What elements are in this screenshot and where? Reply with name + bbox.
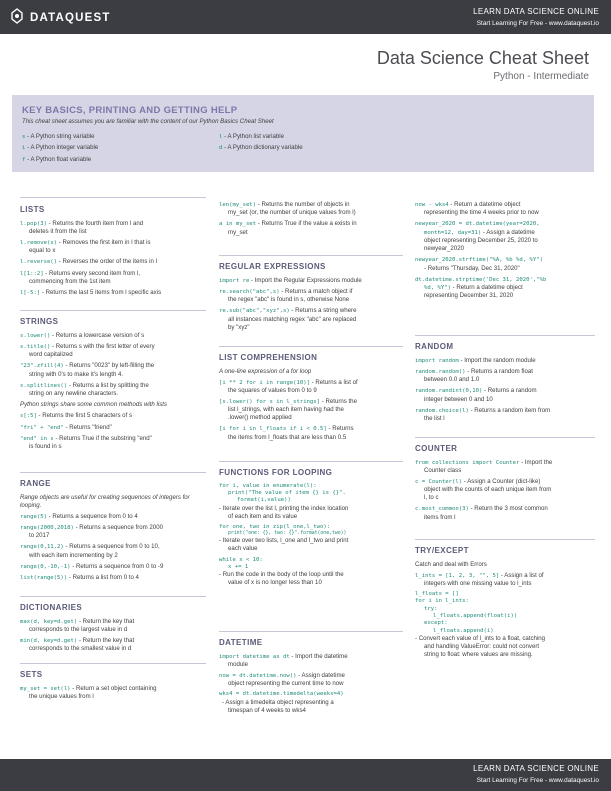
text: - Returns "0023" by left-filling the	[63, 362, 155, 370]
text: - Returns "Thursday, Dec 31, 2020"	[424, 264, 520, 272]
text: corresponds to the largest value in d	[29, 625, 128, 633]
text: - Returns a sequence from 0 to 10,	[63, 543, 160, 551]
promo-title: LEARN DATA SCIENCE ONLINE	[473, 7, 599, 16]
list-item	[20, 289, 206, 297]
text: object representing December 25, 2020 to	[424, 237, 538, 245]
kb-item	[219, 133, 303, 141]
text: range(2000,2018)	[20, 524, 74, 531]
tryexcept-intro: Catch and deal with Errors	[415, 560, 487, 568]
list-item	[219, 379, 403, 395]
text: module	[228, 660, 248, 668]
text: s.title()	[20, 343, 51, 350]
text: - Returns s with the first letter of every	[50, 342, 155, 350]
text: - Reverses the order of the items in l	[57, 258, 157, 266]
text: between 0.0 and 1.0	[424, 376, 480, 384]
section-datetime	[219, 631, 403, 715]
text: l.pop(3)	[20, 220, 47, 227]
text: the list l	[424, 415, 445, 423]
code-line: l_floats.append(i)	[433, 627, 494, 634]
list-item	[219, 220, 403, 236]
code-line: while x < 10:	[219, 556, 263, 563]
list-item	[219, 653, 403, 669]
section-range	[20, 472, 206, 586]
text: - Returns the first 5 characters of s	[36, 412, 133, 420]
list-item	[219, 307, 403, 331]
desc-line: timespan of 4 weeks to wks4	[228, 706, 306, 714]
text: integers with one missing value to l_ints	[424, 579, 532, 587]
key-basics-note: This cheat sheet assumes you are familiar with the content of our Python Basics Cheat Sheet	[22, 118, 274, 125]
list-item	[415, 459, 595, 475]
text: - Return a datetime object	[448, 201, 521, 208]
list-item	[219, 277, 403, 285]
desc-line: - Convert each value of l_ints to a float, catching	[415, 635, 546, 643]
text: is found in s	[29, 443, 62, 451]
text: now - wks4	[415, 202, 449, 208]
list-item	[20, 424, 206, 432]
key-basics-box	[12, 95, 594, 172]
text: representing December 31, 2020	[424, 292, 514, 300]
text: - Returns a string where	[289, 307, 357, 315]
section-list-comprehension	[219, 346, 403, 445]
counter-heading: COUNTER	[415, 444, 458, 453]
list-item	[219, 425, 403, 441]
strings-note: Python strings share some common methods with lists	[20, 401, 167, 409]
text: - Returns a match object if	[279, 287, 353, 295]
text: min(d, key=d.get)	[20, 637, 78, 644]
list-item	[20, 343, 206, 359]
text: - Assign a list of	[499, 571, 544, 579]
range-heading: RANGE	[20, 479, 51, 488]
text: - Import the	[519, 458, 553, 466]
text: - Return the key that	[77, 636, 135, 644]
text: newyear_2020 = dt.datetime(year=2020,	[415, 221, 540, 228]
text: - Assign a Counter (dict-like)	[462, 477, 541, 485]
section-regex	[219, 255, 403, 335]
text: random.random()	[415, 368, 466, 375]
list-item	[219, 288, 403, 304]
text: l, to c	[424, 494, 439, 502]
range-note: Range objects are useful for creating sequences of integers for looping.	[20, 493, 190, 509]
text: range(0,11,2)	[20, 544, 64, 551]
list-item	[415, 368, 595, 384]
text: - Returns a sequence from 2000	[73, 523, 163, 531]
desc-line: - Run the code in the body of the loop until the	[219, 571, 344, 579]
text: s.lower()	[20, 332, 51, 339]
text: d	[219, 145, 223, 152]
code-line: except:	[424, 620, 448, 627]
list-item	[20, 543, 206, 559]
text: s.splitlines()	[20, 382, 68, 389]
list-item	[20, 524, 206, 540]
code-line: print("one: {}, two: {}".format(one,two))	[228, 531, 347, 537]
footer-bar	[0, 759, 611, 791]
text: c.most_common(3)	[415, 506, 469, 513]
list-item	[219, 398, 403, 422]
list-item	[415, 220, 595, 253]
desc-line: string to float: where values are missing.	[424, 651, 533, 659]
text: [i ** 2 for i in range(10)]	[219, 379, 310, 386]
desc-line: - Iterate over the list l, printing the index location	[219, 504, 349, 512]
code-line: l_ints = [1, 2, 3, "", 5]	[415, 572, 500, 579]
text: random.randint(0,10)	[415, 388, 483, 395]
text: re.sub("abc","xyz",s)	[219, 308, 290, 315]
text: - A Python dictionary variable	[222, 144, 303, 152]
list-item	[20, 270, 206, 286]
text: l	[219, 134, 223, 140]
text: f	[22, 156, 26, 163]
text: by "xyz"	[228, 323, 250, 331]
loops-heading: FUNCTIONS FOR LOOPING	[219, 468, 333, 477]
text: - Returns True if the substring "end"	[53, 434, 152, 442]
header-bar	[0, 0, 611, 34]
list-item	[20, 332, 206, 340]
code-line: l_floats.append(float(i))	[433, 613, 518, 620]
text: range(0,-10,-1)	[20, 563, 71, 570]
list-item	[20, 258, 206, 266]
text: "fri" + "end"	[20, 424, 64, 431]
text: the items from l_floats that are less than 0.5	[228, 433, 347, 441]
text: import datetime as dt	[219, 653, 290, 660]
kb-item	[22, 156, 98, 164]
desc-line: of each item and its value	[228, 512, 298, 520]
text: l.reverse()	[20, 259, 58, 266]
key-basics-left	[22, 133, 98, 167]
text: s	[22, 134, 26, 140]
listcomp-heading: LIST COMPREHENSION	[219, 353, 318, 362]
brand-name: DATAQUEST	[30, 12, 111, 24]
list-item	[415, 276, 595, 301]
text: l.remove(x)	[20, 239, 58, 246]
text: the unique values from l	[29, 692, 94, 700]
section-looping	[219, 461, 403, 587]
text: - Returns a random float	[465, 367, 533, 375]
list-item	[20, 239, 206, 255]
section-try-except	[415, 539, 595, 659]
section-counter	[415, 437, 595, 525]
list-item	[415, 505, 595, 521]
text: - Import the datetime	[289, 652, 348, 660]
list-item	[20, 435, 206, 451]
text: now = dt.datetime.now()	[219, 672, 297, 679]
code-line: x += 1	[228, 563, 249, 570]
kb-item	[22, 133, 98, 141]
kb-item	[219, 144, 303, 152]
desc-line: value of x is no longer less than 10	[228, 579, 322, 587]
desc-line: and handling ValueError: could not convert	[424, 643, 540, 651]
text: dt.datetime.strptime('Dec 31, 2020',"%b	[415, 276, 547, 283]
text: string with 0's to make it's length 4.	[29, 370, 124, 378]
text: max(d, key=d.get)	[20, 618, 78, 625]
text: range(5)	[20, 513, 47, 520]
code-line: for i in l_ints:	[415, 598, 469, 605]
text: - Assign a datetime	[481, 228, 535, 236]
tryexcept-heading: TRY/EXCEPT	[415, 546, 469, 555]
code-line: for i, value in enumerate(l):	[219, 482, 317, 489]
text: integer between 0 and 10	[424, 395, 493, 403]
list-item	[415, 201, 595, 217]
desc-line: - Assign a timedelta object representing a	[222, 698, 334, 706]
promo-link[interactable]: Start Learning For Free - www.dataquest.io	[476, 19, 599, 27]
listcomp-note: A one-line expression of a for loop	[219, 367, 312, 375]
text: - Return the key that	[77, 617, 135, 625]
desc-line: - Iterate over two lists, l_one and l_two and print	[219, 537, 349, 545]
text: l[1::2]	[20, 270, 44, 277]
footer-promo-link[interactable]: Start Learning For Free - www.dataquest.io	[476, 776, 599, 784]
text: len(my_set)	[219, 202, 257, 208]
list-item	[20, 220, 206, 236]
random-heading: RANDOM	[415, 342, 454, 351]
footer-promo-title: LEARN DATA SCIENCE ONLINE	[473, 764, 599, 773]
text: - Returns a random	[482, 387, 537, 395]
text: to 2017	[29, 532, 50, 540]
text: - Returns every second item from l,	[43, 269, 141, 277]
text: random.choice(l)	[415, 407, 469, 414]
list-item	[20, 362, 206, 378]
text: - Returns a lowercase version of s	[50, 331, 145, 339]
code-line: for one, two in zip(l_one,l_two):	[219, 523, 331, 530]
text: - Returns a list by splitting the	[67, 381, 149, 389]
section-sets-cont	[219, 201, 403, 240]
regex-heading: REGULAR EXPRESSIONS	[219, 262, 326, 271]
text: - Returns True if the value a exists in	[256, 220, 357, 228]
page-title: Data Science Cheat Sheet	[376, 48, 589, 68]
text: object with the counts of each unique item from	[424, 486, 552, 494]
text: - Returns a random item from	[468, 406, 551, 414]
text: the regex "abc" is found in s, otherwise None	[228, 296, 350, 304]
text: items from l	[424, 513, 456, 521]
list-item	[20, 412, 206, 420]
section-sets	[20, 663, 206, 704]
section-strings	[20, 310, 206, 454]
text: - Return a set object containing	[70, 684, 157, 692]
text: c = Counter(l)	[415, 478, 463, 485]
section-lists	[20, 197, 206, 301]
text: object representing the current time to now	[228, 680, 344, 688]
text: from collections import Counter	[415, 459, 520, 466]
text: my_set (or, the number of unique values from l)	[228, 209, 356, 217]
text: string on any newline characters.	[29, 390, 119, 398]
text: - Import the random module	[458, 356, 536, 364]
text: s[:5]	[20, 413, 37, 420]
text: equal to x	[29, 247, 56, 255]
text: - Returns a sequence from 0 to -9	[70, 562, 164, 570]
text: deletes it from the list	[29, 227, 87, 235]
list-item	[20, 637, 206, 653]
text: representing the time 4 weeks prior to now	[424, 209, 539, 217]
text: my_set	[228, 228, 248, 236]
text: - Removes the first item in l that is	[57, 238, 151, 246]
key-basics-heading: KEY BASICS, PRINTING AND GETTING HELP	[22, 105, 238, 116]
datetime-heading: DATETIME	[219, 638, 263, 647]
text: my_set = set(l)	[20, 685, 71, 692]
text: all instances matching regex "abc" are replaced	[228, 315, 357, 323]
text: - Returns the fourth item from l and	[46, 219, 144, 227]
text: re.search("abc",s)	[219, 288, 280, 295]
text: word capitalized	[29, 351, 73, 359]
text: - Returns a list of	[309, 378, 358, 386]
text: - Assign datetime	[296, 671, 345, 679]
text: [i for i in l_floats if i < 0.5]	[219, 426, 327, 433]
text: month=12, day=31)	[424, 229, 482, 236]
text: - Returns a list from 0 to 4	[67, 574, 139, 582]
text: - Returns the number of objects in	[256, 201, 350, 208]
dictionaries-heading: DICTIONARIES	[20, 603, 83, 612]
text: - Return the 3 most common	[468, 505, 548, 513]
text: newyear_2020	[424, 245, 464, 253]
text: .lower() method applied	[228, 414, 292, 422]
code-line: try:	[424, 605, 438, 612]
dataquest-logo-icon	[10, 8, 24, 24]
text: Counter class	[424, 466, 462, 474]
code-line: l_floats = []	[415, 590, 459, 597]
text: the squares of values from 0 to 9	[228, 386, 317, 394]
text: newyear_2020.strftime("%A, %b %d, %Y")	[415, 257, 543, 264]
text: list l_strings, with each item having had the	[228, 406, 344, 414]
code-line: format(i,value))	[237, 497, 291, 504]
list-item	[415, 407, 595, 423]
code-line: print("The value of item {} is {}".	[228, 489, 346, 496]
kb-item	[22, 144, 98, 152]
text: - Returns a sequence from 0 to 4	[46, 512, 138, 520]
list-item	[20, 513, 206, 521]
text: with each item incrementing by 2	[29, 551, 118, 559]
section-datetime-cont	[415, 201, 595, 303]
page-subtitle: Python - Intermediate	[493, 71, 589, 82]
text: - Returns	[326, 425, 354, 433]
text: %d, %Y")	[424, 285, 451, 291]
text: - Returns "friend"	[63, 423, 112, 431]
text: - A Python float variable	[25, 155, 92, 163]
text: - A Python list variable	[222, 133, 285, 140]
section-dictionaries	[20, 596, 206, 656]
text: "end" in s	[20, 435, 54, 442]
text: - Returns the	[320, 397, 357, 405]
text: commencing from the 1st item	[29, 278, 111, 286]
section-random	[415, 335, 595, 426]
text: a in my_set	[219, 221, 257, 228]
list-item	[415, 478, 595, 502]
list-item	[20, 618, 206, 634]
list-item	[20, 382, 206, 398]
list-item	[20, 685, 206, 701]
text: - Import the Regular Expressions module	[249, 276, 362, 284]
text: "23".zfill(4)	[20, 363, 64, 370]
text: import re	[219, 277, 250, 284]
strings-heading: STRINGS	[20, 317, 59, 326]
text: i	[22, 145, 26, 152]
text: - A Python string variable	[25, 133, 95, 140]
list-item	[20, 563, 206, 571]
list-item	[415, 387, 595, 403]
code-line: wks4 = dt.datetime.timedelta(weeks=4)	[219, 691, 344, 698]
list-item	[415, 256, 595, 272]
text: - Returns the last 5 items from l specific axis	[40, 289, 162, 297]
text: import random	[415, 357, 459, 364]
list-item	[219, 201, 403, 217]
sets-heading: SETS	[20, 670, 43, 679]
text: corresponds to the smallest value in d	[29, 645, 132, 653]
text: list(range(5))	[20, 575, 68, 582]
key-basics-right	[219, 133, 303, 156]
lists-heading: LISTS	[20, 205, 45, 214]
list-item	[415, 357, 595, 365]
text: - Return a datetime object	[450, 284, 523, 291]
list-item	[20, 574, 206, 582]
text: l[-5:]	[20, 290, 41, 297]
text: [s.lower() for s in l_strings]	[219, 398, 321, 405]
desc-line: each value	[228, 545, 258, 553]
text: - A Python integer variable	[25, 144, 99, 152]
list-item	[219, 672, 403, 688]
